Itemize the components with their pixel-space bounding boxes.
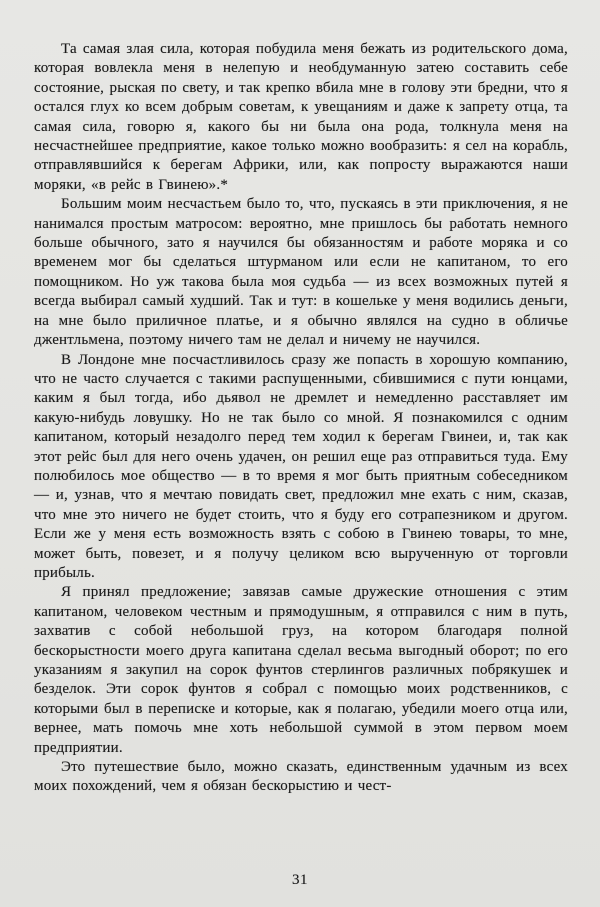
- paragraph: Я принял предложение; завязав самые дружеские отношения с этим капитаном, человеком честным и прямодушным, я отправился с ним в путь, захватив с собой небольшой груз, на котором благодаря полной бескорыстности моего друга капитана сделал весьма выгодный оборот; по его указаниям я закупил на сорок фунтов стерлингов различных побрякушек и безделок. Эти сорок фунтов я собрал с помощью моих родственников, с которыми был в переписке и которые, как я полагаю, убедили моего отца или, вернее, мать помочь мне хоть небольшой суммой в этом первом моем предприятии.: [34, 584, 568, 756]
- paragraph: Большим моим несчастьем было то, что, пускаясь в эти приключения, я не нанимался простым матросом: вероятно, мне пришлось бы работать немного больше обычного, зато я научился бы обязанностям и работе моряка и со временем мог бы сделаться штурманом или если не капитаном, то его помощником. Но уж такова была моя судьба — из всех возможных путей я всегда выбирал самый худший. Так и тут: в кошельке у меня водились деньги, на мне было приличное платье, и я обычно являлся на судно в обличье джентльмена, поэтому ничего там не делал и ничему не научился.: [34, 196, 568, 349]
- paragraph: В Лондоне мне посчастливилось сразу же попасть в хорошую компанию, что не часто случается с такими распущенными, сбившимися с пути юнцами, каким я был тогда, ибо дьявол не дремлет и немедленно расставляет им какую-нибудь ловушку. Но не так было со мной. Я познакомился с одним капитаном, который незадолго перед тем ходил к берегам Гвинеи, и, так как этот рейс был для него очень удачен, он решил еще раз отправиться туда. Ему полюбилось мое общество — в то время я мог быть приятным собеседником — и, узнав, что я мечтаю повидать свет, предложил мне ехать с ним, сказав, что мне это ничего не будет стоить, что я буду его сотрапезником и другом. Если же у меня есть возможность взять с собою в Гвинею товары, то мне, может быть, повезет, и я получу целиком всю вырученную от торговли прибыль.: [34, 351, 568, 581]
- paragraph: Это путешествие было, можно сказать, единственным удачным из всех моих похождений, чем я обязан бескорыстию и чест-: [34, 759, 568, 795]
- page-number: 31: [292, 872, 308, 888]
- page-text: [34, 40, 568, 797]
- paragraph: Та самая злая сила, которая побудила меня бежать из родительского дома, которая вовлекла меня в нелепую и необдуманную затею составить себе состояние, рыская по свету, и так крепко вбила мне в голову эти бредни, что я остался глух ко всем добрым советам, к увещаниям и даже к запрету отца, та самая сила, говорю я, какого бы ни была она рода, толкнула меня на несчастнейшее предприятие, какое только можно вообразить: я сел на корабль, отправлявшийся к берегам Африки, или, как попросту выражаются наши моряки, «в рейс в Гвинею».*: [34, 41, 568, 193]
